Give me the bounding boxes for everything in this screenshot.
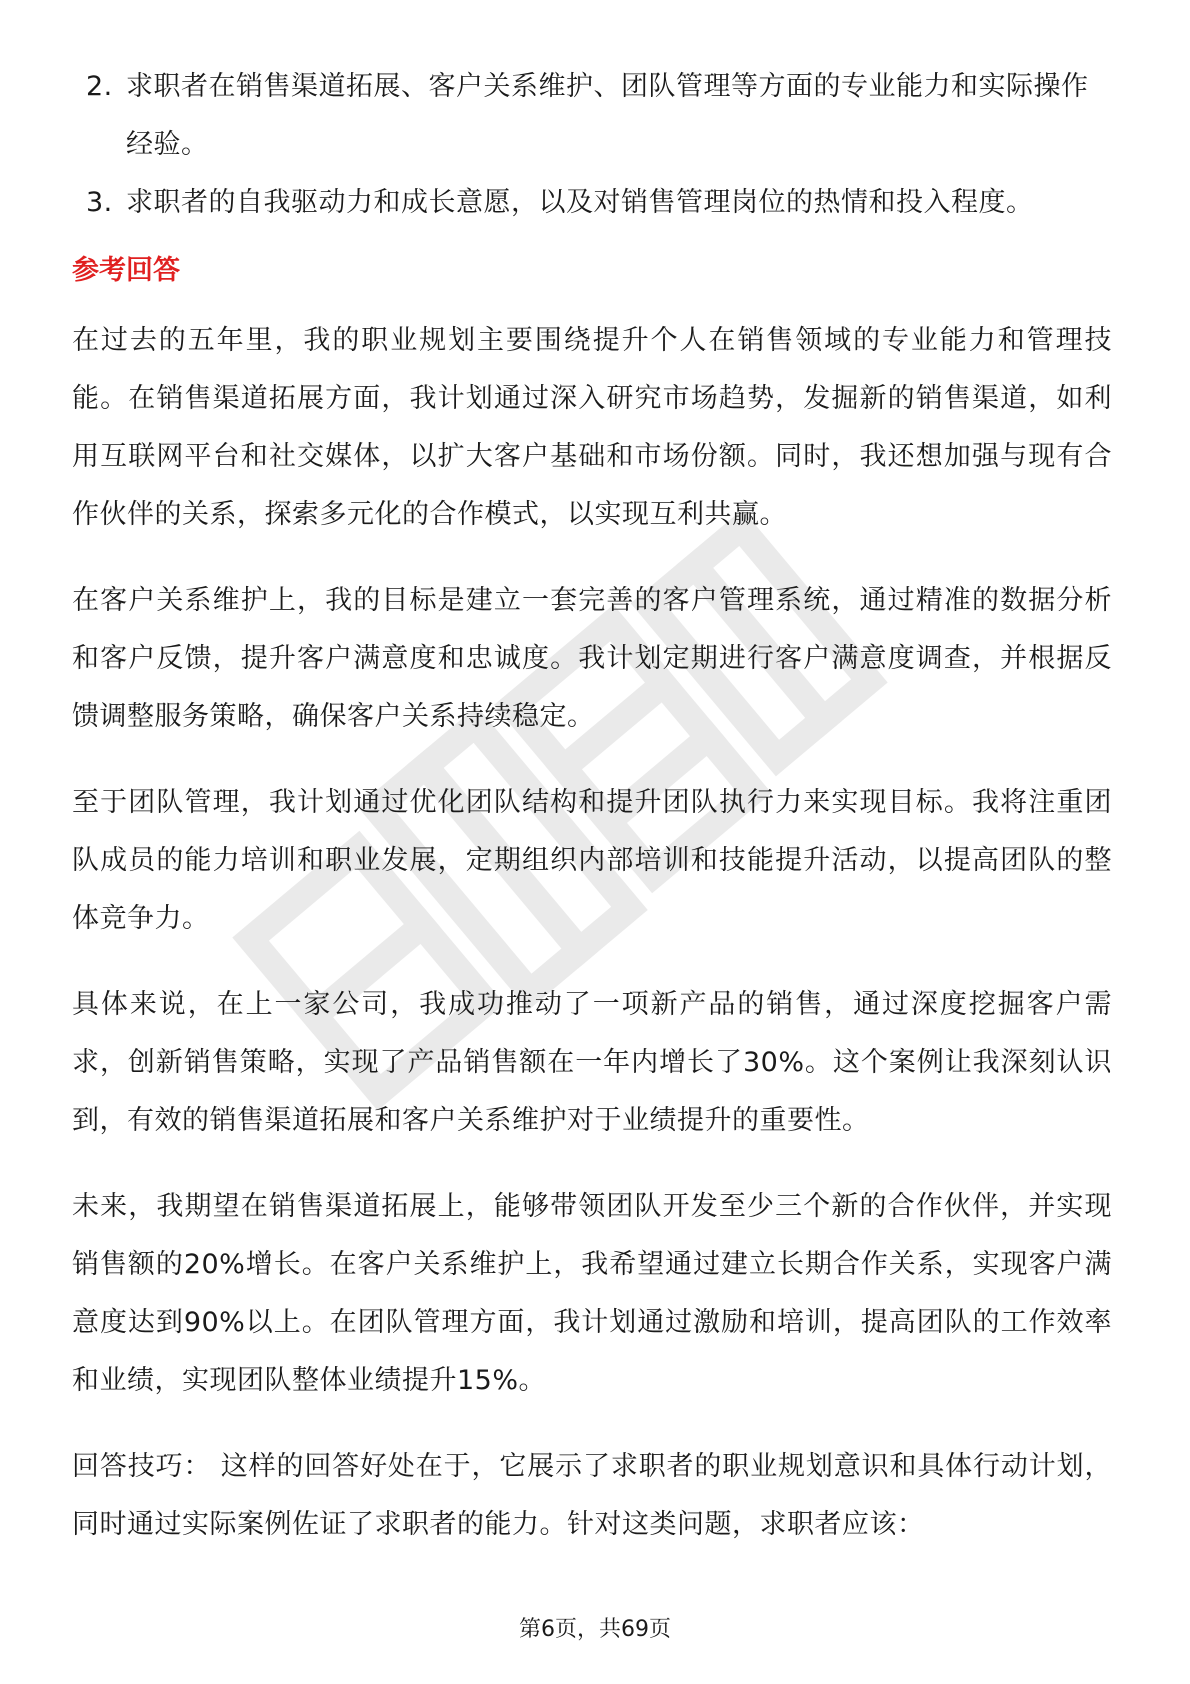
paragraph: 回答技巧： 这样的回答好处在于，它展示了求职者的职业规划意识和具体行动计划，同时通过实际案例佐证了求职者的能力。针对这类问题，求职者应该：: [72, 1451, 1112, 1540]
list-item: [72, 174, 1112, 232]
paragraph: 至于团队管理，我计划通过优化团队结构和提升团队执行力来实现目标。我将注重团队成员的能力培训和职业发展，定期组织内部培训和技能提升活动，以提高团队的整体竞争力。: [72, 787, 1112, 934]
paragraph: 在客户关系维护上，我的目标是建立一套完善的客户管理系统，通过精准的数据分析和客户反馈，提升客户满意度和忠诚度。我计划定期进行客户满意度调查，并根据反馈调整服务策略，确保客户关系持续稳定。: [72, 585, 1112, 732]
paragraph: 具体来说，在上一家公司，我成功推动了一项新产品的销售，通过深度挖掘客户需求，创新销售策略，实现了产品销售额在一年内增长了30%。这个案例让我深刻认识到，有效的销售渠道拓展和客户关系维护对于业绩提升的重要性。: [72, 989, 1112, 1136]
list-text: 求职者的自我驱动力和成长意愿，以及对销售管理岗位的热情和投入程度。: [126, 187, 1034, 218]
paragraph: 未来，我期望在销售渠道拓展上，能够带领团队开发至少三个新的合作伙伴，并实现销售额的20%增长。在客户关系维护上，我希望通过建立长期合作关系，实现客户满意度达到90%以上。在团队管理方面，我计划通过激励和培训，提高团队的工作效率和业绩，实现团队整体业绩提升15%。: [72, 1191, 1112, 1396]
list-number: 2.: [86, 71, 113, 102]
page-footer: 第6页，共69页: [519, 1617, 671, 1642]
paragraph: 在过去的五年里，我的职业规划主要围绕提升个人在销售领域的专业能力和管理技能。在销售渠道拓展方面，我计划通过深入研究市场趋势，发掘新的销售渠道，如利用互联网平台和社交媒体，以扩大客户基础和市场份额。同时，我还想加强与现有合作伙伴的关系，探索多元化的合作模式，以实现互利共赢。: [72, 325, 1112, 530]
page-content: [72, 58, 1112, 1582]
list-item: [72, 58, 1112, 174]
section-title: 参考回答: [72, 255, 180, 286]
list-number: 3.: [86, 187, 113, 218]
list-text: 求职者在销售渠道拓展、客户关系维护、团队管理等方面的专业能力和实际操作经验。: [126, 71, 1089, 160]
